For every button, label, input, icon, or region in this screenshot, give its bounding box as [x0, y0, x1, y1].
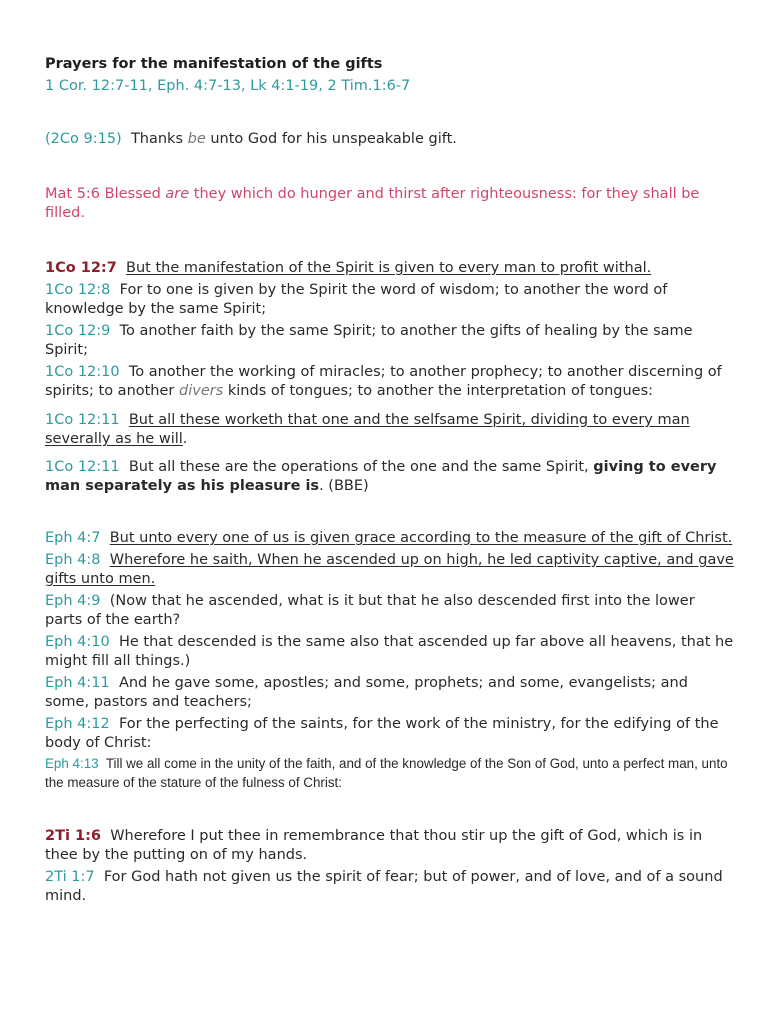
scripture-references: 1 Cor. 12:7-11, Eph. 4:7-13, Lk 4:1-19, 2 Tim.1:6-7	[45, 78, 411, 94]
verse-2ti-1-7: 2Ti 1:7 For God hath not given us the spirit of fear; but of power, and of love, and of a sound mind.	[45, 869, 723, 904]
verse-ref: 1Co 12:11	[45, 459, 120, 475]
verse-ref: 1Co 12:8	[45, 282, 111, 298]
verse-1co-12-7: 1Co 12:7 But the manifestation of the Spirit is given to every man to profit withal.	[45, 260, 652, 276]
verse-ref: Eph 4:9	[45, 593, 101, 609]
verse-mat-5-6: Mat 5:6 Blessed are they which do hunger and thirst after righteousness: for they shall be filled.	[45, 186, 700, 221]
verse-eph-4-10: Eph 4:10 He that descended is the same also that ascended up far above all heavens, that he might fill all things.)	[45, 634, 734, 669]
verse-ref: 1Co 12:7	[45, 260, 117, 276]
verse-ref: 2Ti 1:6	[45, 828, 101, 844]
verse-ref: Eph 4:13	[45, 756, 99, 771]
verse-1co-12-11: 1Co 12:11 But all these worketh that one and the selfsame Spirit, dividing to every man severally as he will.	[45, 412, 690, 447]
verse-ref: Eph 4:10	[45, 634, 110, 650]
verse-2ti-1-6: 2Ti 1:6 Wherefore I put thee in remembrance that thou stir up the gift of God, which is in thee by the putting on of my hands.	[45, 828, 703, 863]
verse-ref: 2Ti 1:7	[45, 869, 95, 885]
verse-ref: Eph 4:12	[45, 716, 110, 732]
verse-ref: Eph 4:11	[45, 675, 110, 691]
document-page	[45, 56, 735, 906]
verse-eph-4-8: Eph 4:8 Wherefore he saith, When he ascended up on high, he led captivity captive, and gave gifts unto men.	[45, 552, 734, 587]
verse-ref: Eph 4:8	[45, 552, 101, 568]
page-title: Prayers for the manifestation of the gifts	[45, 56, 383, 72]
verse-ref: Mat 5:6	[45, 186, 101, 202]
verse-eph-4-13: Eph 4:13 Till we all come in the unity of the faith, and of the knowledge of the Son of God, unto a perfect man, unto the measure of the stature of the fulness of Christ:	[45, 756, 728, 790]
verse-ref: Eph 4:7	[45, 530, 101, 546]
verse-1co-12-10: 1Co 12:10 To another the working of miracles; to another prophecy; to another discerning of spirits; to another divers kinds of tongues; to another the interpretation of tongues:	[45, 364, 722, 399]
verse-eph-4-7: Eph 4:7 But unto every one of us is given grace according to the measure of the gift of Christ.	[45, 530, 733, 546]
verse-eph-4-9: Eph 4:9 (Now that he ascended, what is it but that he also descended first into the lower parts of the earth?	[45, 593, 695, 628]
verse-ref: 1Co 12:9	[45, 323, 111, 339]
verse-2co-9-15: (2Co 9:15) Thanks be unto God for his unspeakable gift.	[45, 131, 457, 147]
verse-eph-4-11: Eph 4:11 And he gave some, apostles; and some, prophets; and some, evangelists; and some, pastors and teachers;	[45, 675, 688, 710]
verse-1co-12-11-bbe: 1Co 12:11 But all these are the operations of the one and the same Spirit, giving to every man separately as his pleasure is. (BBE)	[45, 459, 717, 494]
verse-ref: 1Co 12:10	[45, 364, 120, 380]
verse-ref: (2Co 9:15)	[45, 131, 122, 147]
verse-1co-12-9: 1Co 12:9 To another faith by the same Spirit; to another the gifts of healing by the same Spirit;	[45, 323, 693, 358]
verse-1co-12-8: 1Co 12:8 For to one is given by the Spirit the word of wisdom; to another the word of knowledge by the same Spirit;	[45, 282, 668, 317]
verse-ref: 1Co 12:11	[45, 412, 120, 428]
verse-eph-4-12: Eph 4:12 For the perfecting of the saints, for the work of the ministry, for the edifying of the body of Christ:	[45, 716, 719, 751]
